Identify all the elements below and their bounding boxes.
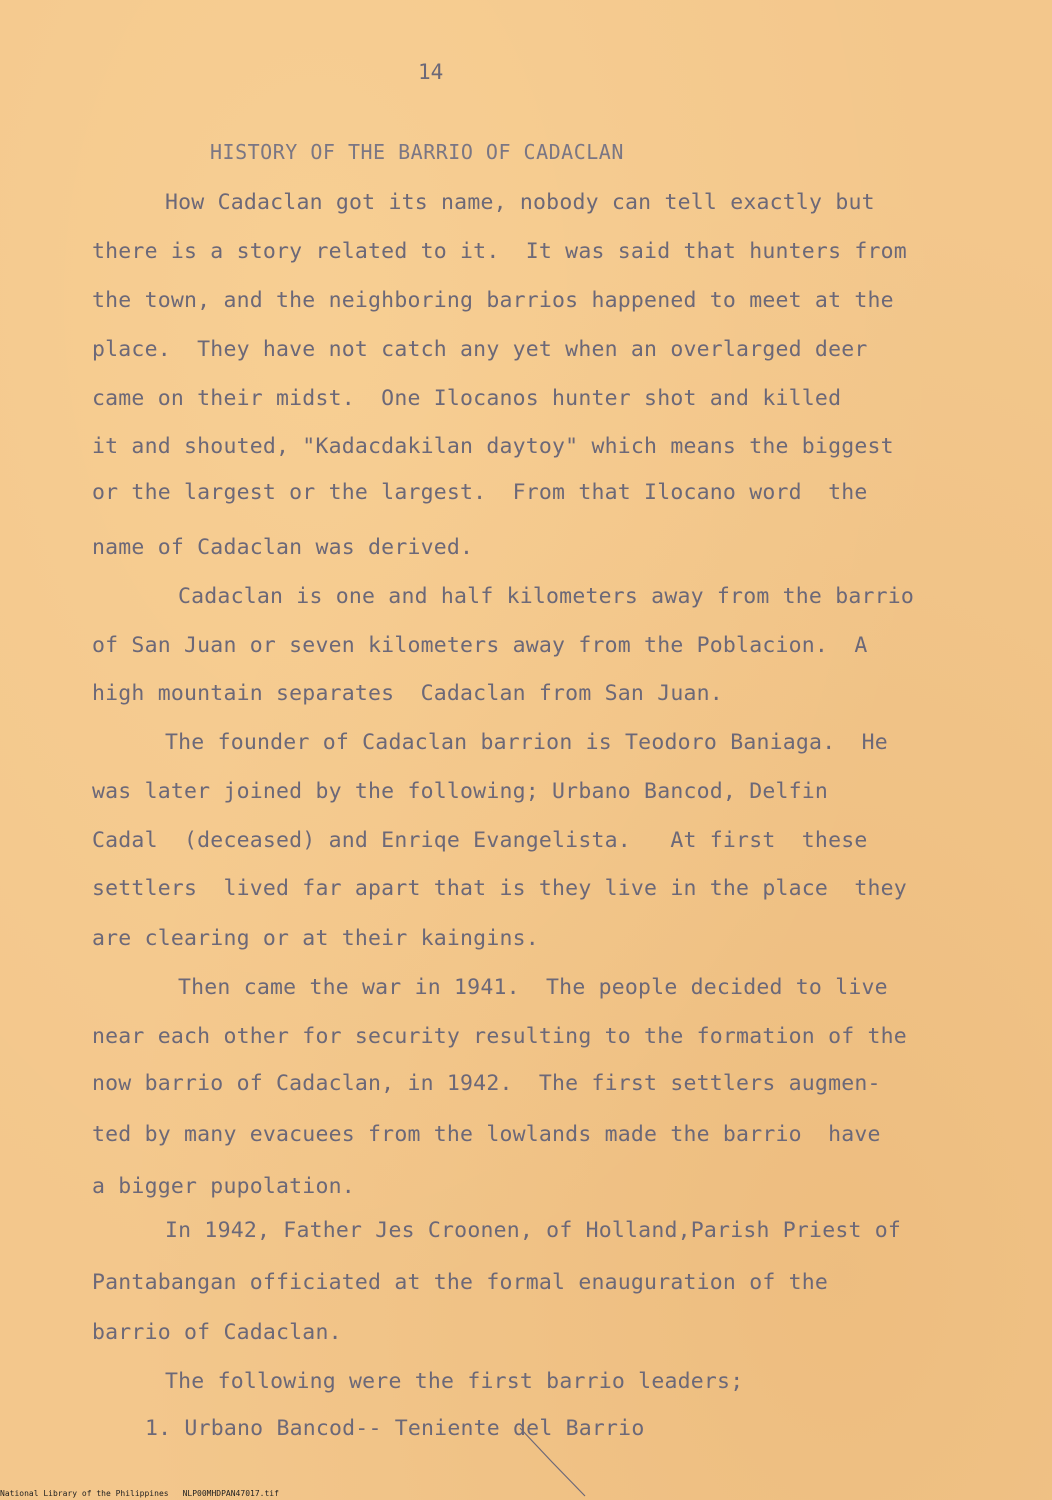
text-line: it and shouted, "Kadacdakilan daytoy" which means the biggest (92, 434, 894, 459)
text-line: now barrio of Cadaclan, in 1942. The first settlers augmen- (92, 1071, 881, 1096)
text-line: The following were the first barrio leaders; (165, 1369, 744, 1394)
text-line: settlers lived far apart that is they live in the place they (92, 876, 907, 901)
text-line: came on their midst. One Ilocanos hunter shot and killed (92, 386, 842, 411)
archive-footer (0, 1489, 293, 1498)
text-line: a bigger pupolation. (92, 1174, 355, 1199)
text-line: are clearing or at their kaingins. (92, 926, 539, 951)
document-title: HISTORY OF THE BARRIO OF CADACLAN (210, 140, 624, 164)
text-line: place. They have not catch any yet when an overlarged deer (92, 337, 868, 362)
text-line: How Cadaclan got its name, nobody can tell exactly but (165, 190, 875, 215)
file-name: NLP00MHDPAN47017.tif (182, 1489, 279, 1498)
text-line: or the largest or the largest. From that Ilocano word the (92, 480, 868, 505)
library-name: National Library of the Philippines (0, 1489, 169, 1498)
text-line: In 1942, Father Jes Croonen, of Holland,Parish Priest of (165, 1218, 902, 1243)
text-line: name of Cadaclan was derived. (92, 535, 474, 560)
page-number: 14 (418, 60, 444, 84)
text-line: high mountain separates Cadaclan from San Juan. (92, 681, 723, 706)
text-line: of San Juan or seven kilometers away from the Poblacion. A (92, 633, 868, 658)
text-line: ted by many evacuees from the lowlands made the barrio have (92, 1122, 881, 1147)
text-line: was later joined by the following; Urbano Bancod, Delfin (92, 779, 829, 804)
text-line: barrio of Cadaclan. (92, 1320, 342, 1345)
text-line: near each other for security resulting to the formation of the (92, 1024, 907, 1049)
text-line: there is a story related to it. It was said that hunters from (92, 239, 907, 264)
text-line: Then came the war in 1941. The people decided to live (178, 975, 888, 1000)
text-line: 1. Urbano Bancod-- Teniente del Barrio (145, 1416, 645, 1441)
text-line: Pantabangan officiated at the formal enauguration of the (92, 1270, 829, 1295)
text-line: the town, and the neighboring barrios happened to meet at the (92, 288, 894, 313)
text-line: Cadaclan is one and half kilometers away from the barrio (178, 584, 915, 609)
text-line: The founder of Cadaclan barrion is Teodoro Baniaga. He (165, 730, 888, 755)
text-line: Cadal (deceased) and Enriqe Evangelista. At first these (92, 828, 868, 853)
